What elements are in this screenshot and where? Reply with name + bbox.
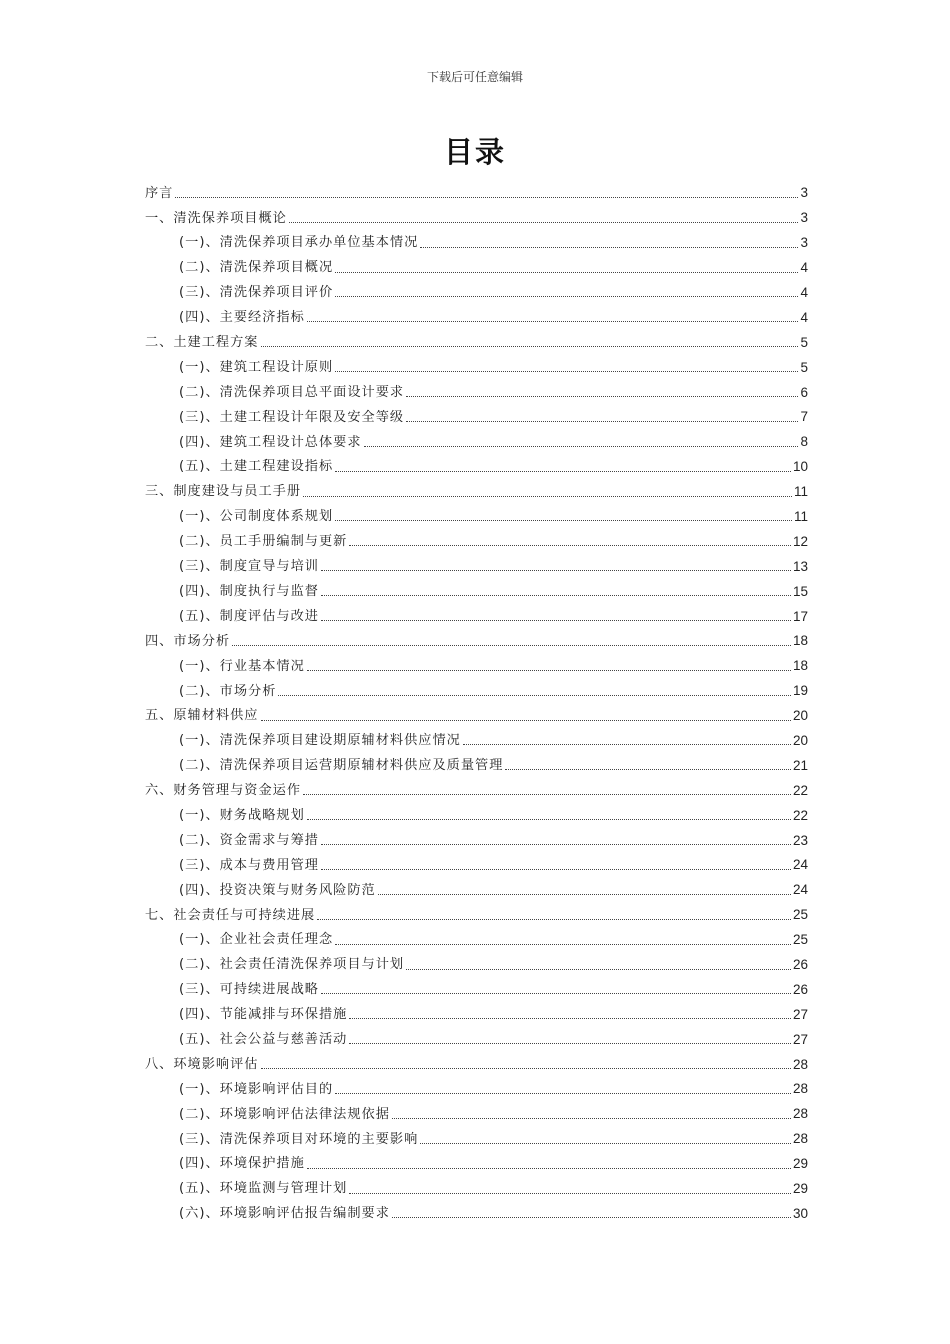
toc-entry-label: 一、清洗保养项目概论 [145, 210, 287, 226]
toc-entry-page-number: 5 [800, 334, 808, 350]
toc-entry-label: (二)、员工手册编制与更新 [179, 534, 348, 550]
dot-leader [335, 1092, 791, 1094]
toc-chapter-entry[interactable] [145, 175, 808, 200]
dot-leader [317, 918, 791, 920]
toc-entry-page-number: 7 [800, 409, 808, 425]
toc-entry-label: (一)、企业社会责任理念 [179, 932, 334, 948]
toc-chapter-entry[interactable] [145, 698, 808, 723]
dot-leader [335, 943, 791, 945]
toc-entry-label: 五、原辅材料供应 [145, 708, 259, 724]
toc-entry-page-number: 24 [792, 882, 808, 898]
toc-section-entry[interactable] [145, 225, 808, 250]
toc-entry-page-number: 23 [792, 832, 808, 848]
toc-section-entry[interactable] [145, 299, 808, 324]
toc-section-entry[interactable] [145, 922, 808, 947]
toc-section-entry[interactable] [145, 1121, 808, 1146]
toc-entry-page-number: 21 [792, 757, 808, 773]
toc-entry-label: (五)、社会公益与慈善活动 [179, 1031, 348, 1047]
dot-leader [303, 793, 791, 795]
toc-section-entry[interactable] [145, 424, 808, 449]
dot-leader [420, 1142, 791, 1144]
toc-entry-label: (二)、清洗保养项目概况 [179, 260, 334, 276]
toc-section-entry[interactable] [145, 598, 808, 623]
toc-entry-label: (一)、清洗保养项目建设期原辅材料供应情况 [179, 733, 461, 749]
dot-leader [321, 992, 791, 994]
dot-leader [261, 719, 791, 721]
toc-section-entry[interactable] [145, 573, 808, 598]
toc-chapter-entry[interactable] [145, 200, 808, 225]
toc-entry-page-number: 17 [792, 608, 808, 624]
toc-section-entry[interactable] [145, 374, 808, 399]
dot-leader [349, 1192, 791, 1194]
toc-entry-label: (二)、资金需求与筹措 [179, 832, 319, 848]
toc-entry-label: (四)、建筑工程设计总体要求 [179, 434, 362, 450]
toc-entry-page-number: 19 [792, 683, 808, 699]
dot-leader [406, 968, 791, 970]
dot-leader [335, 295, 798, 297]
toc-entry-page-number: 26 [792, 957, 808, 972]
toc-entry-page-number: 27 [792, 1006, 808, 1022]
toc-section-entry[interactable] [145, 250, 808, 275]
toc-entry-page-number: 15 [792, 583, 808, 599]
toc-section-entry[interactable] [145, 1146, 808, 1171]
toc-entry-page-number: 20 [792, 732, 808, 748]
toc-entry-page-number: 25 [792, 907, 808, 923]
toc-entry-label: (四)、节能减排与环保措施 [179, 1007, 348, 1023]
header-note: 下载后可任意编辑 [426, 70, 523, 84]
toc-entry-label: (五)、环境监测与管理计划 [179, 1181, 348, 1197]
toc-section-entry[interactable] [145, 499, 808, 524]
toc-entry-label: (三)、清洗保养项目评价 [179, 285, 334, 301]
toc-section-entry[interactable] [145, 723, 808, 748]
toc-entry-label: 六、财务管理与资金运作 [145, 783, 302, 799]
toc-entry-label: (二)、清洗保养项目运营期原辅材料供应及质量管理 [179, 758, 504, 774]
toc-chapter-entry[interactable] [145, 324, 808, 349]
toc-entry-page-number: 28 [792, 1056, 808, 1072]
toc-entry-page-number: 28 [792, 1106, 808, 1122]
toc-entry-page-number: 10 [792, 459, 808, 475]
toc-entry-label: (一)、行业基本情况 [179, 658, 305, 674]
toc-chapter-entry[interactable] [145, 897, 808, 922]
toc-entry-page-number: 13 [792, 558, 808, 574]
toc-section-entry[interactable] [145, 275, 808, 300]
toc-entry-page-number: 5 [800, 359, 808, 375]
dot-leader [261, 345, 799, 347]
dot-leader [406, 395, 798, 397]
dot-leader [463, 743, 791, 745]
dot-leader [303, 495, 792, 497]
toc-entry-page-number: 4 [800, 284, 808, 300]
dot-leader [335, 470, 791, 472]
dot-leader [335, 370, 798, 372]
toc-entry-label: (三)、成本与费用管理 [179, 857, 319, 873]
dot-leader [321, 843, 791, 845]
toc-section-entry[interactable] [145, 797, 808, 822]
toc-section-entry[interactable] [145, 648, 808, 673]
toc-entry-label: (二)、环境影响评估法律法规依据 [179, 1106, 390, 1122]
toc-entry-label: (四)、制度执行与监督 [179, 583, 319, 599]
toc-chapter-entry[interactable] [145, 1046, 808, 1071]
toc-section-entry[interactable] [145, 872, 808, 897]
table-of-contents [145, 175, 808, 1220]
toc-section-entry[interactable] [145, 947, 808, 972]
dot-leader [349, 544, 791, 546]
dot-leader [321, 868, 791, 870]
toc-entry-label: (一)、清洗保养项目承办单位基本情况 [179, 235, 419, 251]
toc-entry-page-number: 3 [800, 185, 808, 201]
toc-section-entry[interactable] [145, 972, 808, 997]
dot-leader [349, 1017, 791, 1019]
toc-section-entry[interactable] [145, 349, 808, 374]
toc-entry-page-number: 3 [800, 235, 808, 251]
toc-entry-label: (三)、土建工程设计年限及安全等级 [179, 409, 405, 425]
toc-entry-page-number: 18 [792, 633, 808, 649]
toc-section-entry[interactable] [145, 1196, 808, 1221]
toc-section-entry[interactable] [145, 1071, 808, 1096]
toc-entry-page-number: 11 [793, 508, 808, 524]
toc-section-entry[interactable] [145, 449, 808, 474]
dot-leader [406, 420, 798, 422]
toc-entry-label: 二、土建工程方案 [145, 335, 259, 351]
dot-leader [278, 694, 791, 696]
dot-leader [307, 320, 799, 322]
toc-entry-label: (六)、环境影响评估报告编制要求 [179, 1206, 390, 1222]
toc-section-entry[interactable] [145, 1021, 808, 1046]
toc-entry-page-number: 18 [792, 658, 808, 674]
toc-entry-page-number: 8 [800, 434, 808, 450]
dot-leader [335, 519, 792, 521]
toc-entry-label: 七、社会责任与可持续进展 [145, 907, 316, 923]
toc-entry-label: (一)、环境影响评估目的 [179, 1081, 334, 1097]
toc-entry-label: (四)、主要经济指标 [179, 310, 305, 326]
dot-leader [364, 445, 799, 447]
toc-entry-page-number: 20 [792, 708, 808, 724]
toc-section-entry[interactable] [145, 673, 808, 698]
dot-leader [392, 1216, 791, 1218]
toc-title: 目录 [443, 135, 506, 169]
toc-entry-label: (一)、财务战略规划 [179, 807, 305, 823]
dot-leader [307, 1167, 791, 1169]
dot-leader [307, 818, 791, 820]
dot-leader [349, 1042, 791, 1044]
toc-entry-label: (三)、制度宣导与培训 [179, 559, 319, 575]
toc-entry-label: (一)、公司制度体系规划 [179, 509, 334, 525]
dot-leader [175, 196, 798, 198]
toc-entry-page-number: 4 [800, 309, 808, 325]
toc-entry-page-number: 25 [792, 932, 808, 948]
toc-entry-page-number: 22 [792, 807, 808, 823]
toc-entry-page-number: 6 [800, 384, 808, 400]
dot-leader [232, 644, 791, 646]
toc-entry-label: (二)、市场分析 [179, 683, 277, 699]
toc-entry-page-number: 29 [792, 1156, 808, 1172]
dot-leader [321, 594, 791, 596]
toc-entry-page-number: 29 [792, 1181, 808, 1197]
dot-leader [321, 569, 791, 571]
dot-leader [378, 893, 791, 895]
toc-entry-label: 八、环境影响评估 [145, 1056, 259, 1072]
toc-entry-label: (二)、社会责任清洗保养项目与计划 [179, 957, 405, 973]
dot-leader [307, 669, 791, 671]
toc-entry-label: (四)、环境保护措施 [179, 1156, 305, 1172]
dot-leader [321, 619, 791, 621]
toc-section-entry[interactable] [145, 747, 808, 772]
toc-entry-label: (一)、建筑工程设计原则 [179, 359, 334, 375]
toc-section-entry[interactable] [145, 523, 808, 548]
toc-entry-label: (四)、投资决策与财务风险防范 [179, 882, 376, 898]
toc-entry-page-number: 22 [792, 782, 808, 798]
toc-entry-page-number: 3 [800, 210, 808, 226]
toc-entry-page-number: 28 [792, 1081, 808, 1097]
toc-section-entry[interactable] [145, 1171, 808, 1196]
toc-entry-label: (五)、土建工程建设指标 [179, 459, 334, 475]
toc-entry-label: (三)、可持续进展战略 [179, 982, 319, 998]
toc-entry-page-number: 11 [793, 484, 808, 500]
toc-section-entry[interactable] [145, 996, 808, 1021]
dot-leader [261, 1067, 791, 1069]
toc-chapter-entry[interactable] [145, 772, 808, 797]
toc-section-entry[interactable] [145, 399, 808, 424]
toc-entry-page-number: 12 [792, 533, 808, 549]
toc-entry-label: (三)、清洗保养项目对环境的主要影响 [179, 1131, 419, 1147]
toc-entry-page-number: 30 [792, 1205, 808, 1221]
toc-entry-label: (五)、制度评估与改进 [179, 608, 319, 624]
dot-leader [335, 271, 798, 273]
dot-leader [420, 246, 798, 248]
dot-leader [289, 221, 799, 223]
toc-section-entry[interactable] [145, 822, 808, 847]
toc-entry-page-number: 27 [792, 1031, 808, 1047]
toc-entry-label: (二)、清洗保养项目总平面设计要求 [179, 384, 405, 400]
toc-entry-label: 序言 [145, 185, 174, 201]
toc-entry-page-number: 4 [800, 260, 808, 276]
toc-section-entry[interactable] [145, 847, 808, 872]
toc-entry-page-number: 28 [792, 1131, 808, 1147]
toc-section-entry[interactable] [145, 1096, 808, 1121]
toc-entry-page-number: 24 [792, 857, 808, 873]
toc-chapter-entry[interactable] [145, 623, 808, 648]
toc-entry-label: 四、市场分析 [145, 633, 231, 649]
toc-chapter-entry[interactable] [145, 474, 808, 499]
dot-leader [392, 1117, 791, 1119]
toc-entry-page-number: 26 [792, 981, 808, 997]
toc-section-entry[interactable] [145, 548, 808, 573]
dot-leader [505, 768, 791, 770]
toc-entry-label: 三、制度建设与员工手册 [145, 484, 302, 500]
